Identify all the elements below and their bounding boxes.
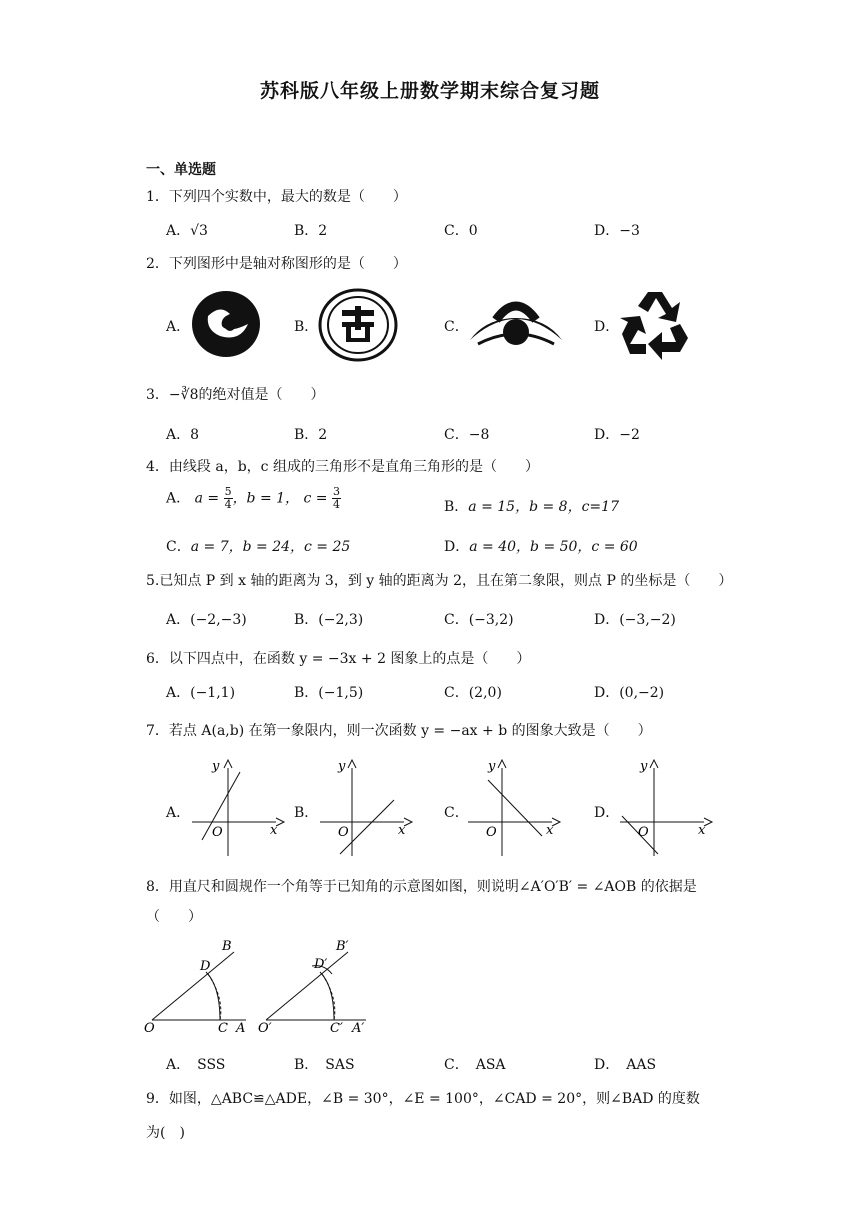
svg-text:O: O — [212, 825, 223, 840]
question-4: 4．由线段 a，b，c 组成的三角形不是直角三角形的是（ ） — [146, 459, 539, 475]
cube-root-expr: −∛8 — [168, 387, 199, 403]
svg-text:y: y — [488, 759, 496, 774]
svg-text:O: O — [486, 825, 497, 840]
svg-text:y: y — [212, 759, 220, 774]
graph-a — [190, 758, 286, 858]
option-a: A．(−2,−3) — [166, 612, 247, 628]
svg-text:B: B — [222, 939, 232, 954]
svg-text:D: D — [200, 959, 211, 974]
option-b: B．2 — [294, 427, 328, 443]
question-8: 8．用直尺和圆规作一个角等于已知角的示意图如图，则说明∠A′O′B′ = ∠AOB 的依据是 — [146, 879, 697, 895]
svg-text:O′: O′ — [258, 1021, 272, 1036]
option-b: B．(−1,5) — [294, 685, 364, 701]
option-c: C． — [444, 805, 469, 821]
option-b: B．a = 15，b = 8，c=17 — [444, 499, 619, 515]
option-b: B． — [294, 805, 319, 821]
option-d: D．(0,−2) — [594, 685, 665, 701]
option-a: A．√3 — [166, 223, 208, 239]
question-number: 1． — [146, 189, 169, 205]
option-a: A． — [166, 319, 191, 335]
logo-a-figure — [190, 290, 262, 358]
graph-c — [466, 758, 562, 858]
page-title: 苏科版八年级上册数学期末综合复习题 — [259, 80, 600, 102]
option-c: C．(2,0) — [444, 685, 502, 701]
option-c: C．−8 — [444, 427, 490, 443]
logo-b-figure — [318, 288, 398, 362]
option-d: D． — [594, 319, 620, 335]
svg-text:x: x — [398, 823, 406, 838]
question-2: 2．下列图形中是轴对称图形的是（ ） — [146, 256, 407, 272]
svg-text:y: y — [338, 759, 346, 774]
question-7: 7．若点 A(a,b) 在第一象限内，则一次函数 y = −ax + b 的图象大致是（ ） — [146, 723, 652, 739]
svg-text:B′: B′ — [336, 939, 349, 954]
svg-text:x: x — [698, 823, 706, 838]
option-a: A． a = $\frac{5}{4}$ ，b = 1， c = $\frac{3}{4}$ — [166, 485, 340, 511]
option-a: A． — [166, 805, 191, 821]
option-c: C．a = 7，b = 24，c = 25 — [166, 539, 351, 555]
svg-text:x: x — [270, 823, 278, 838]
question-1 — [146, 186, 407, 206]
option-b: B． — [294, 319, 319, 335]
option-d: D． AAS — [594, 1057, 657, 1073]
angle-figure-original — [144, 936, 256, 1036]
option-d: D．−2 — [594, 427, 640, 443]
question-3: 3．−∛8的绝对值是（ ） — [146, 387, 325, 403]
option-d: D． — [594, 805, 620, 821]
question-8-tail: （ ） — [146, 909, 202, 925]
sqrt-expr: √3 — [190, 223, 208, 239]
graph-d — [618, 758, 714, 858]
svg-text:O: O — [338, 825, 349, 840]
question-6: 6．以下四点中，在函数 y = −3x + 2 图象上的点是（ ） — [146, 651, 531, 667]
question-stem: 下列四个实数中，最大的数是（ ） — [168, 189, 407, 205]
svg-text:C′: C′ — [330, 1021, 343, 1036]
svg-text:O: O — [638, 825, 649, 840]
option-a: A．8 — [166, 427, 200, 443]
svg-text:D′: D′ — [314, 957, 328, 972]
question-9-tail: 为( ) — [146, 1125, 185, 1141]
angle-figure-copy — [258, 936, 376, 1036]
svg-text:A: A — [236, 1021, 246, 1036]
svg-text:C: C — [218, 1021, 228, 1036]
svg-text:O: O — [144, 1021, 155, 1036]
question-9: 9．如图，△ABC≌△ADE，∠B = 30°，∠E = 100°，∠CAD = 20°，则∠BAD 的度数 — [146, 1091, 700, 1107]
svg-text:y: y — [640, 759, 648, 774]
logo-c-figure — [466, 290, 566, 354]
question-5: 5.已知点 P 到 x 轴的距离为 3，到 y 轴的距离为 2，且在第二象限，则点 P 的坐标是（ ） — [146, 573, 733, 589]
option-c: C．(−3,2) — [444, 612, 514, 628]
option-a: A．(−1,1) — [166, 685, 236, 701]
svg-text:x: x — [546, 823, 554, 838]
option-c: C．0 — [444, 223, 478, 239]
option-b: B． SAS — [294, 1057, 355, 1073]
svg-text:A′: A′ — [352, 1021, 365, 1036]
option-d: D．−3 — [594, 223, 640, 239]
option-d: D．(−3,−2) — [594, 612, 676, 628]
option-a: A． SSS — [166, 1057, 226, 1073]
option-d: D．a = 40，b = 50，c = 60 — [444, 539, 638, 555]
option-c: C． ASA — [444, 1057, 506, 1073]
option-c: C． — [444, 319, 469, 335]
section-heading: 一、单选题 — [146, 162, 216, 178]
graph-b — [318, 758, 414, 858]
recycle-icon — [618, 288, 692, 358]
option-b: B．(−2,3) — [294, 612, 364, 628]
option-b: B．2 — [294, 223, 328, 239]
